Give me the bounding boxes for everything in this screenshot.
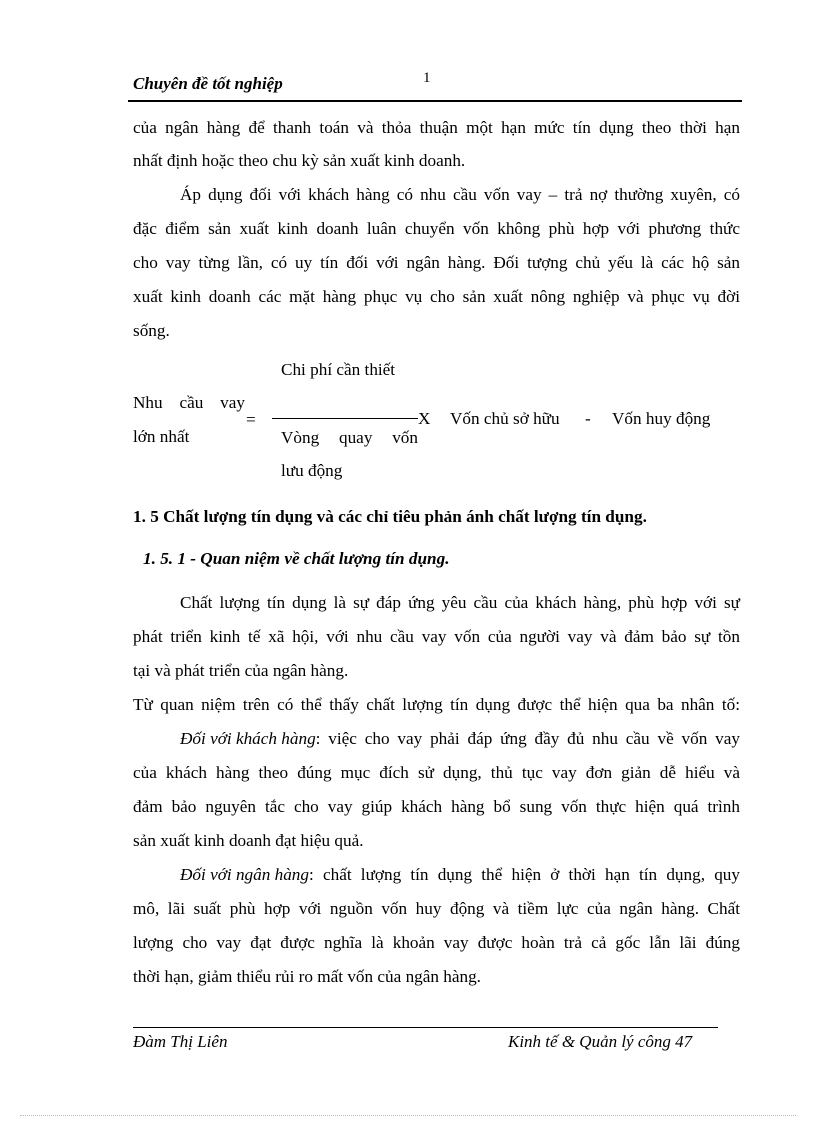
paragraph-line: sống.	[133, 321, 170, 340]
formula-lhs-line1: Nhu cầu vay	[133, 393, 245, 412]
paragraph-line: thời hạn, giảm thiểu rủi ro mất vốn của ngân hàng.	[133, 967, 481, 986]
paragraph-line	[180, 729, 740, 749]
paragraph-line: cho vay từng lần, có uy tín đối với ngân hàng. Đối tượng chủ yếu là các hộ sản	[133, 253, 740, 272]
formula-denominator-line2: lưu động	[281, 461, 343, 480]
paragraph-line: lượng cho vay đạt được nghĩa là khoản vay được hoàn trả cả gốc lẫn lãi đúng	[133, 933, 740, 952]
paragraph-line: đảm bảo nguyên tắc cho vay giúp khách hàng bổ sung vốn thực hiện quá trình	[133, 797, 740, 816]
fraction-bar	[272, 418, 418, 419]
paragraph-line: Từ quan niệm trên có thể thấy chất lượng tín dụng được thể hiện qua ba nhân tố:	[133, 695, 740, 714]
section-subheading: 1. 5. 1 - Quan niệm về chất lượng tín dụng.	[143, 549, 450, 568]
paragraph-line	[180, 865, 740, 885]
formula-times: X	[418, 409, 431, 428]
formula-equals: =	[246, 410, 256, 429]
paragraph-line: Chất lượng tín dụng là sự đáp ứng yêu cầu của khách hàng, phù hợp với sự	[180, 593, 740, 612]
emphasis-label: Đối với ngân hàng	[180, 865, 309, 884]
formula-term2: Vốn huy động	[612, 409, 711, 428]
formula-numerator: Chi phí cần thiết	[281, 360, 396, 379]
page-edge-divider	[20, 1115, 796, 1116]
page-number: 1	[423, 70, 431, 86]
footer-author: Đàm Thị Liên	[133, 1032, 228, 1051]
paragraph-line: đặc điểm sản xuất kinh doanh luân chuyển vốn không phù hợp với phương thức	[133, 219, 740, 238]
paragraph-line: phát triển kinh tế xã hội, với nhu cầu vay vốn của người vay và đảm bảo sự tồn	[133, 627, 740, 646]
formula-denominator-line1: Vòng quay vốn	[281, 428, 418, 447]
header-title: Chuyên đề tốt nghiệp	[133, 74, 283, 93]
footer-class: Kinh tế & Quản lý công 47	[508, 1032, 693, 1051]
paragraph-text: : việc cho vay phải đáp ứng đầy đủ nhu cầu về vốn vay	[315, 729, 740, 748]
paragraph-line: tại và phát triển của ngân hàng.	[133, 661, 349, 680]
paragraph-text: : chất lượng tín dụng thể hiện ở thời hạn tín dụng, quy	[309, 865, 740, 884]
paragraph-line: mô, lãi suất phù hợp với nguồn vốn huy động và tiềm lực của ngân hàng. Chất	[133, 899, 740, 918]
paragraph-line: của ngân hàng để thanh toán và thỏa thuận một hạn mức tín dụng theo thời hạn	[133, 118, 740, 137]
formula-minus: -	[585, 409, 591, 428]
formula-term1: Vốn chủ sở hữu	[450, 409, 560, 428]
section-heading: 1. 5 Chất lượng tín dụng và các chỉ tiêu phản ánh chất lượng tín dụng.	[133, 507, 647, 526]
paragraph-line: sản xuất kinh doanh đạt hiệu quả.	[133, 831, 364, 850]
footer-divider	[133, 1027, 718, 1028]
paragraph-line: xuất kinh doanh các mặt hàng phục vụ cho sản xuất nông nghiệp và phục vụ đời	[133, 287, 740, 306]
emphasis-label: Đối với khách hàng	[180, 729, 316, 748]
formula-lhs-line2: lớn nhất	[133, 427, 190, 446]
paragraph-line: nhất định hoặc theo chu kỳ sản xuất kinh doanh.	[133, 151, 466, 170]
paragraph-line: Áp dụng đối với khách hàng có nhu cầu vốn vay – trả nợ thường xuyên, có	[180, 185, 740, 204]
header-divider	[128, 100, 742, 102]
paragraph-line: của khách hàng theo đúng mục đích sử dụng, thủ tục vay đơn giản dễ hiểu và	[133, 763, 740, 782]
